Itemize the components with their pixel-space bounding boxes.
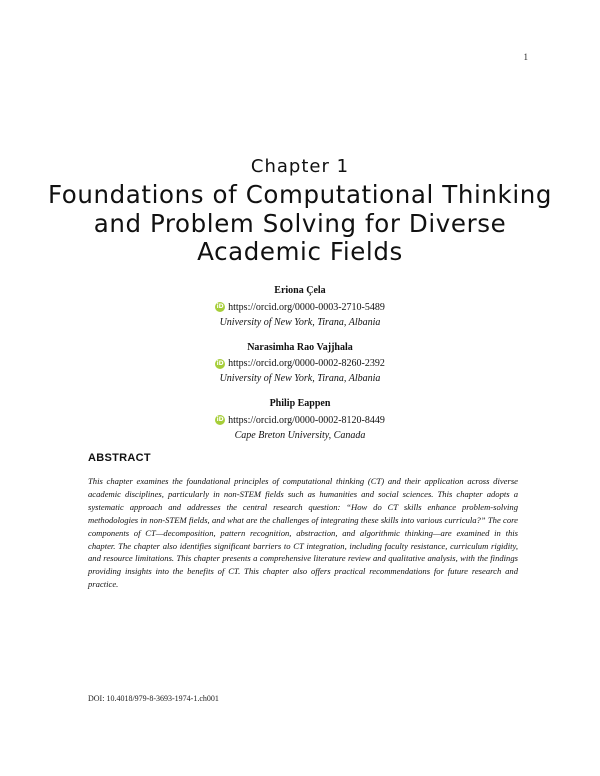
author-block bbox=[0, 283, 600, 330]
author-name: Philip Eappen bbox=[269, 398, 331, 409]
author-affiliation: University of New York, Tirana, Albania bbox=[219, 373, 381, 384]
page-number: 1 bbox=[523, 52, 528, 62]
doi-footer: DOI: 10.4018/979-8-3693-1974-1.ch001 bbox=[88, 694, 219, 703]
author-name: Narasimha Rao Vajjhala bbox=[247, 341, 353, 353]
orcid-link[interactable]: https://orcid.org/0000-0003-2710-5489 bbox=[228, 301, 385, 313]
chapter-label: Chapter 1 bbox=[250, 156, 350, 177]
orcid-icon: iD bbox=[216, 303, 224, 310]
abstract-text: This chapter examines the foundational principles of computational thinking (CT) and their application across diverse academic disciplines, particularly in non-STEM fields such as humanities and social sciences. This chapter adopts a systematic approach and addresses the central research question: “How do CT skills enhance problem-solving methodologies in non-STEM fields, and what are the challenges of integrating these skills into various curricula?” The core components of CT—decomposition, pattern recognition, abstraction, and algorithmic thinking—are examined in this chapter. The chapter also identifies significant barriers to CT integration, including faculty resistance, curriculum rigidity, and resource limitations. This chapter presents a comprehensive literature review and qualitative analysis, with the findings providing insights into the benefits of CT. This chapter also offers practical recommendations for future research and practice. bbox=[88, 476, 518, 590]
orcid-link[interactable]: https://orcid.org/0000-0002-8260-2392 bbox=[228, 358, 385, 369]
author-name: Eriona Çela bbox=[274, 285, 326, 296]
author-block bbox=[0, 340, 600, 387]
abstract-heading: ABSTRACT bbox=[88, 452, 151, 464]
orcid-line bbox=[215, 300, 385, 315]
author-affiliation: University of New York, Tirana, Albania bbox=[219, 316, 381, 328]
orcid-line bbox=[215, 356, 385, 371]
orcid-icon: iD bbox=[216, 359, 224, 367]
orcid-link[interactable]: https://orcid.org/0000-0002-8120-8449 bbox=[228, 414, 385, 426]
orcid-line bbox=[215, 413, 385, 428]
chapter-title: Foundations of Computational Thinking and Problem Solving for Diverse Academic Fields bbox=[47, 180, 553, 266]
author-list bbox=[0, 283, 600, 453]
author-block bbox=[0, 396, 600, 443]
orcid-icon: iD bbox=[216, 416, 224, 423]
author-affiliation: Cape Breton University, Canada bbox=[234, 429, 366, 441]
